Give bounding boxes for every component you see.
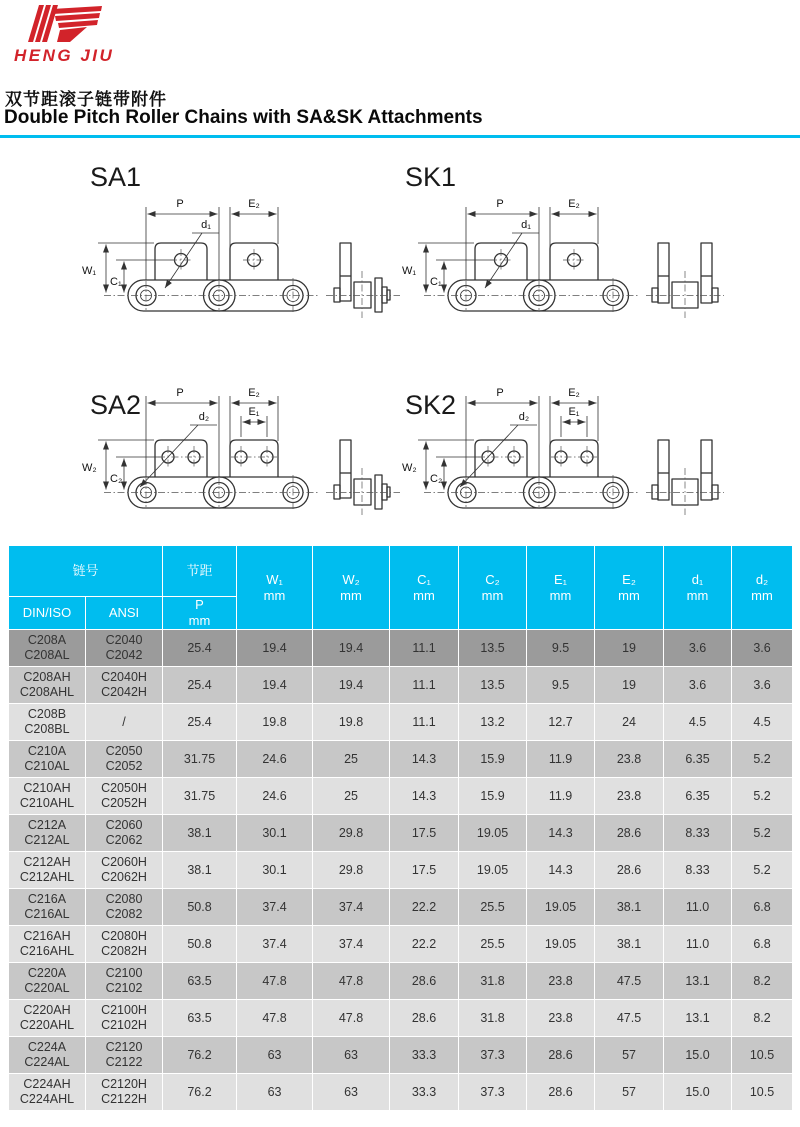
cell-value: 63.5: [163, 963, 237, 1000]
cell-ansi: C2100 C2102: [86, 963, 163, 1000]
cell-value: 15.9: [459, 741, 527, 778]
col-label: C₂: [485, 571, 500, 587]
cell-value: 37.4: [237, 926, 313, 963]
cell-value: 8.2: [732, 1000, 793, 1037]
cell-value: 38.1: [595, 889, 664, 926]
page-title-zh: 双节距滚子链带附件: [5, 90, 167, 109]
dim-label-p: P: [496, 387, 504, 399]
cell-value: 37.3: [459, 1074, 527, 1111]
cell-din-iso: C224A C224AL: [9, 1037, 86, 1074]
hengjiu-logo-icon: [8, 0, 138, 48]
cell-value: 28.6: [390, 1000, 459, 1037]
cell-value: 76.2: [163, 1074, 237, 1111]
col-unit: mm: [188, 613, 211, 628]
cell-value: 22.2: [390, 889, 459, 926]
dim-label-p: P: [496, 198, 504, 210]
cell-ansi: C2050 C2052: [86, 741, 163, 778]
cell-ansi: C2120 C2122: [86, 1037, 163, 1074]
cell-value: 47.5: [595, 1000, 664, 1037]
brand-name: HENG JIU: [14, 46, 115, 65]
cell-value: 11.9: [527, 778, 595, 815]
table-row: [9, 1074, 793, 1111]
cell-value: 31.75: [163, 741, 237, 778]
cell-value: 23.8: [527, 963, 595, 1000]
page-title-en: Double Pitch Roller Chains with SA&SK Attachments: [4, 107, 483, 128]
sk2-chain-profile: [424, 440, 638, 510]
col-header-ansi: ANSI: [86, 597, 163, 630]
cell-value: 37.3: [459, 1037, 527, 1074]
cell-value: 19.05: [527, 926, 595, 963]
col-header-w1: [237, 546, 313, 630]
cell-value: 5.2: [732, 815, 793, 852]
cell-value: 19.8: [313, 704, 390, 741]
dim-label-c2: C₂: [430, 473, 443, 485]
dim-label-p: P: [176, 387, 184, 399]
cell-value: 9.5: [527, 630, 595, 667]
cell-value: 47.8: [313, 1000, 390, 1037]
cell-value: 17.5: [390, 852, 459, 889]
sk1-drawing: [398, 188, 728, 338]
cell-value: 25.5: [459, 926, 527, 963]
cell-value: 5.2: [732, 852, 793, 889]
col-label: d₁: [691, 571, 704, 587]
cell-value: 57: [595, 1074, 664, 1111]
dim-label-d1: d₁: [201, 219, 211, 231]
cell-value: 19.4: [237, 667, 313, 704]
cell-value: 37.4: [313, 889, 390, 926]
cell-value: 29.8: [313, 815, 390, 852]
col-unit: mm: [618, 587, 640, 603]
dim-label-e1: E₁: [568, 406, 580, 418]
cell-value: 11.1: [390, 667, 459, 704]
cell-value: 4.5: [664, 704, 732, 741]
cell-value: 37.4: [237, 889, 313, 926]
cell-value: 63.5: [163, 1000, 237, 1037]
sk1-chain-profile: [424, 243, 638, 313]
cell-value: 31.8: [459, 1000, 527, 1037]
cell-value: 10.5: [732, 1074, 793, 1111]
cell-value: 13.2: [459, 704, 527, 741]
cell-value: 30.1: [237, 852, 313, 889]
cell-value: 63: [237, 1074, 313, 1111]
diagram-sa1: [78, 160, 410, 370]
cell-value: 24.6: [237, 778, 313, 815]
cell-ansi: C2060 C2062: [86, 815, 163, 852]
table-row: [9, 667, 793, 704]
cell-value: 24.6: [237, 741, 313, 778]
cell-value: 38.1: [163, 815, 237, 852]
spec-table-body: [9, 630, 793, 1111]
dim-label-e2: E₂: [568, 198, 580, 210]
cell-ansi: C2080 C2082: [86, 889, 163, 926]
col-unit: mm: [481, 587, 504, 603]
cell-value: 76.2: [163, 1037, 237, 1074]
sa2-dimension-lines: [82, 387, 278, 490]
cell-value: 3.6: [664, 667, 732, 704]
cell-ansi: C2040 C2042: [86, 630, 163, 667]
cell-value: 5.2: [732, 741, 793, 778]
col-label: P: [195, 597, 204, 612]
cell-value: 15.0: [664, 1074, 732, 1111]
sa1-chain-profile: [104, 243, 318, 313]
cell-value: 13.1: [664, 963, 732, 1000]
cell-value: 19: [595, 630, 664, 667]
cell-value: 3.6: [732, 667, 793, 704]
cell-value: 11.9: [527, 741, 595, 778]
table-row: [9, 630, 793, 667]
sk2-cross-section: [646, 440, 724, 515]
sa1-dimension-lines: [82, 198, 278, 293]
col-label: E₁: [553, 571, 568, 587]
table-row: [9, 963, 793, 1000]
cell-value: 19.4: [313, 630, 390, 667]
cell-value: 6.8: [732, 889, 793, 926]
table-row: [9, 778, 793, 815]
col-header-p: [163, 597, 237, 630]
col-unit: mm: [686, 587, 709, 603]
diagram-title-sa1: SA1: [90, 162, 142, 192]
col-header-e2: [595, 546, 664, 630]
cell-din-iso: C212A C212AL: [9, 815, 86, 852]
cell-value: 15.0: [664, 1037, 732, 1074]
cell-din-iso: C208AH C208AHL: [9, 667, 86, 704]
col-label: E₂: [622, 571, 636, 587]
cell-value: 25: [313, 741, 390, 778]
dim-label-d1: d₁: [521, 219, 531, 231]
cell-value: 47.5: [595, 963, 664, 1000]
cell-din-iso: C220AH C220AHL: [9, 1000, 86, 1037]
cell-value: 19.05: [459, 815, 527, 852]
cell-value: 25: [313, 778, 390, 815]
cell-value: 8.33: [664, 852, 732, 889]
cell-value: 11.0: [664, 926, 732, 963]
cell-value: 24: [595, 704, 664, 741]
dim-label-p: P: [176, 198, 184, 210]
dim-label-e2: E₂: [568, 387, 580, 399]
cell-value: 57: [595, 1037, 664, 1074]
dim-label-e1: E₁: [248, 406, 260, 418]
dim-label-e2: E₂: [248, 198, 260, 210]
cell-value: 14.3: [390, 741, 459, 778]
cell-value: 28.6: [595, 852, 664, 889]
cell-value: 11.0: [664, 889, 732, 926]
cell-din-iso: C208B C208BL: [9, 704, 86, 741]
cell-ansi: /: [86, 704, 163, 741]
cell-value: 50.8: [163, 926, 237, 963]
dim-label-c2: C₂: [110, 473, 123, 485]
col-label: W₁: [266, 571, 283, 587]
sk1-dimension-lines: [402, 198, 598, 293]
cell-value: 3.6: [664, 630, 732, 667]
cell-value: 3.6: [732, 630, 793, 667]
cell-value: 10.5: [732, 1037, 793, 1074]
cell-value: 5.2: [732, 778, 793, 815]
cell-value: 22.2: [390, 926, 459, 963]
sk2-dimension-lines: [402, 387, 598, 490]
diagram-sk1: [398, 160, 730, 370]
cell-value: 14.3: [390, 778, 459, 815]
col-unit: mm: [549, 587, 572, 603]
dim-label-w1: W₁: [402, 265, 417, 277]
table-row: [9, 889, 793, 926]
cell-value: 17.5: [390, 815, 459, 852]
cell-value: 19.05: [459, 852, 527, 889]
col-header-pitch: 节距: [163, 546, 237, 597]
col-header-c2: [459, 546, 527, 630]
sa2-chain-profile: [104, 440, 318, 510]
dim-label-w2: W₂: [82, 462, 97, 474]
cell-value: 30.1: [237, 815, 313, 852]
col-label: d₂: [755, 571, 769, 587]
cell-din-iso: C220A C220AL: [9, 963, 86, 1000]
table-row: [9, 704, 793, 741]
cell-din-iso: C210A C210AL: [9, 741, 86, 778]
cell-value: 13.1: [664, 1000, 732, 1037]
cell-din-iso: C210AH C210AHL: [9, 778, 86, 815]
cell-value: 25.4: [163, 630, 237, 667]
dim-label-e2: E₂: [248, 387, 260, 399]
cell-din-iso: C216AH C216AHL: [9, 926, 86, 963]
col-header-c1: [390, 546, 459, 630]
dim-label-w2: W₂: [402, 462, 417, 474]
dim-label-c1: C₁: [430, 276, 442, 288]
col-unit: mm: [751, 587, 773, 603]
diagram-title-sa2: SA2: [90, 390, 142, 420]
col-header-d2: [732, 546, 793, 630]
cell-value: 28.6: [527, 1037, 595, 1074]
accent-rule: [0, 135, 800, 138]
cell-value: 19: [595, 667, 664, 704]
cell-value: 14.3: [527, 852, 595, 889]
cell-value: 11.1: [390, 630, 459, 667]
cell-value: 47.8: [237, 963, 313, 1000]
cell-ansi: C2060H C2062H: [86, 852, 163, 889]
cell-value: 63: [313, 1074, 390, 1111]
dim-label-d2: d₂: [518, 411, 530, 423]
cell-value: 25.4: [163, 704, 237, 741]
cell-value: 28.6: [595, 815, 664, 852]
cell-value: 47.8: [313, 963, 390, 1000]
cell-value: 28.6: [527, 1074, 595, 1111]
cell-value: 8.33: [664, 815, 732, 852]
cell-value: 6.35: [664, 741, 732, 778]
sa2-drawing: [78, 385, 408, 535]
cell-value: 29.8: [313, 852, 390, 889]
cell-ansi: C2040H C2042H: [86, 667, 163, 704]
cell-value: 13.5: [459, 630, 527, 667]
cell-value: 12.7: [527, 704, 595, 741]
cell-value: 50.8: [163, 889, 237, 926]
cell-value: 19.4: [237, 630, 313, 667]
cell-value: 6.8: [732, 926, 793, 963]
cell-value: 31.8: [459, 963, 527, 1000]
cell-ansi: C2120H C2122H: [86, 1074, 163, 1111]
table-row: [9, 1037, 793, 1074]
diagram-title-sk1: SK1: [405, 162, 457, 192]
table-row: [9, 1000, 793, 1037]
cell-value: 31.75: [163, 778, 237, 815]
cell-value: 33.3: [390, 1074, 459, 1111]
col-header-e1: [527, 546, 595, 630]
dim-label-c1: C₁: [110, 276, 122, 288]
cell-value: 19.4: [313, 667, 390, 704]
cell-din-iso: C208A C208AL: [9, 630, 86, 667]
cell-value: 25.4: [163, 667, 237, 704]
cell-ansi: C2080H C2082H: [86, 926, 163, 963]
cell-value: 25.5: [459, 889, 527, 926]
cell-value: 23.8: [595, 741, 664, 778]
col-unit: mm: [340, 587, 362, 603]
col-header-din-iso: DIN/ISO: [9, 597, 86, 630]
col-header-w2: [313, 546, 390, 630]
cell-value: 9.5: [527, 667, 595, 704]
cell-value: 19.05: [527, 889, 595, 926]
cell-value: 47.8: [237, 1000, 313, 1037]
cell-value: 19.8: [237, 704, 313, 741]
table-row: [9, 741, 793, 778]
table-row: [9, 815, 793, 852]
cell-din-iso: C224AH C224AHL: [9, 1074, 86, 1111]
cell-value: 14.3: [527, 815, 595, 852]
cell-value: 15.9: [459, 778, 527, 815]
col-label: W₂: [342, 571, 360, 587]
cell-value: 63: [237, 1037, 313, 1074]
spec-table: [8, 545, 793, 1111]
cell-value: 11.1: [390, 704, 459, 741]
sk1-cross-section: [646, 243, 724, 318]
cell-value: 28.6: [390, 963, 459, 1000]
diagram-title-sk2: SK2: [405, 390, 457, 420]
cell-value: 23.8: [527, 1000, 595, 1037]
cell-ansi: C2050H C2052H: [86, 778, 163, 815]
table-row: [9, 852, 793, 889]
cell-value: 63: [313, 1037, 390, 1074]
cell-value: 38.1: [163, 852, 237, 889]
cell-value: 4.5: [732, 704, 793, 741]
sa1-cross-section: [326, 243, 400, 318]
cell-din-iso: C212AH C212AHL: [9, 852, 86, 889]
col-header-d1: [664, 546, 732, 630]
col-header-chain-no: 链号: [9, 546, 163, 597]
sk2-drawing: [398, 385, 728, 535]
cell-value: 8.2: [732, 963, 793, 1000]
cell-ansi: C2100H C2102H: [86, 1000, 163, 1037]
cell-value: 23.8: [595, 778, 664, 815]
cell-value: 33.3: [390, 1037, 459, 1074]
col-label: C₁: [417, 571, 431, 587]
cell-din-iso: C216A C216AL: [9, 889, 86, 926]
sa1-drawing: [78, 188, 408, 338]
col-unit: mm: [413, 587, 435, 603]
sa2-cross-section: [326, 440, 400, 515]
cell-value: 6.35: [664, 778, 732, 815]
cell-value: 13.5: [459, 667, 527, 704]
dim-label-w1: W₁: [82, 265, 97, 277]
table-row: [9, 926, 793, 963]
cell-value: 37.4: [313, 926, 390, 963]
cell-value: 38.1: [595, 926, 664, 963]
dim-label-d2: d₂: [198, 411, 210, 423]
col-unit: mm: [263, 587, 286, 603]
